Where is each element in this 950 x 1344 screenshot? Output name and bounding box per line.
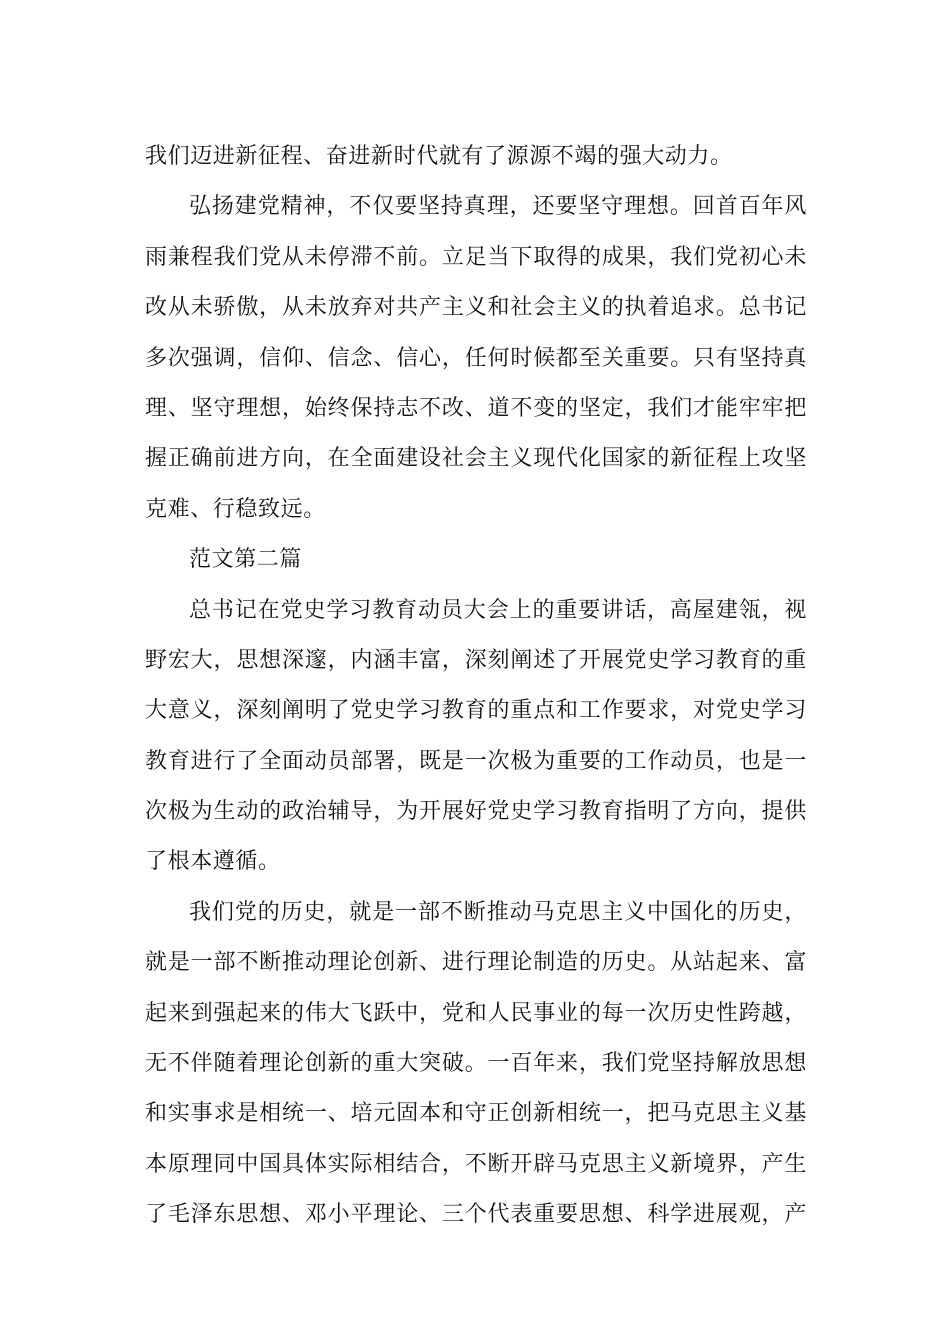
text-line: 弘扬建党精神，不仅要坚持真理，还要坚守理想。回首百年风 bbox=[189, 194, 807, 220]
text-line: 多次强调，信仰、信念、信心，任何时候都至关重要。只有坚持真 bbox=[145, 345, 807, 371]
document-body bbox=[145, 132, 807, 1241]
text-line: 改从未骄傲，从未放弃对共产主义和社会主义的执着追求。总书记 bbox=[145, 295, 807, 321]
text-line: 本原理同中国具体实际相结合，不断开辟马克思主义新境界，产生 bbox=[145, 1151, 807, 1177]
text-line: 克难、行稳致远。 bbox=[145, 496, 326, 522]
text-line: 理、坚守理想，始终保持志不改、道不变的坚定，我们才能牢牢把 bbox=[145, 395, 807, 421]
text-line: 了根本遵循。 bbox=[145, 849, 281, 875]
text-line: 次极为生动的政治辅导，为开展好党史学习教育指明了方向，提供 bbox=[145, 799, 807, 825]
text-line: 了毛泽东思想、邓小平理论、三个代表重要思想、科学进展观，产 bbox=[145, 1202, 807, 1228]
text-line: 就是一部不断推动理论创新、进行理论制造的历史。从站起来、富 bbox=[145, 950, 807, 976]
text-line: 大意义，深刻阐明了党史学习教育的重点和工作要求，对党史学习 bbox=[145, 698, 807, 724]
text-line: 我们党的历史，就是一部不断推动马克思主义中国化的历史， bbox=[189, 899, 807, 925]
text-line: 雨兼程我们党从未停滞不前。立足当下取得的成果，我们党初心未 bbox=[145, 244, 807, 270]
text-line: 和实事求是相统一、培元固本和守正创新相统一，把马克思主义基 bbox=[145, 1101, 807, 1127]
text-line: 起来到强起来的伟大飞跃中，党和人民事业的每一次历史性跨越， bbox=[145, 1000, 807, 1026]
text-line: 教育进行了全面动员部署，既是一次极为重要的工作动员，也是一 bbox=[145, 748, 807, 774]
text-line: 握正确前进方向，在全面建设社会主义现代化国家的新征程上攻坚 bbox=[145, 446, 807, 472]
text-line: 野宏大，思想深邃，内涵丰富，深刻阐述了开展党史学习教育的重 bbox=[145, 647, 807, 673]
text-line: 无不伴随着理论创新的重大突破。一百年来，我们党坚持解放思想 bbox=[145, 1051, 807, 1077]
text-line: 总书记在党史学习教育动员大会上的重要讲话，高屋建瓴，视 bbox=[189, 597, 807, 623]
text-line: 我们迈进新征程、奋进新时代就有了源源不竭的强大动力。 bbox=[145, 144, 733, 169]
text-line: 范文第二篇 bbox=[189, 547, 303, 573]
